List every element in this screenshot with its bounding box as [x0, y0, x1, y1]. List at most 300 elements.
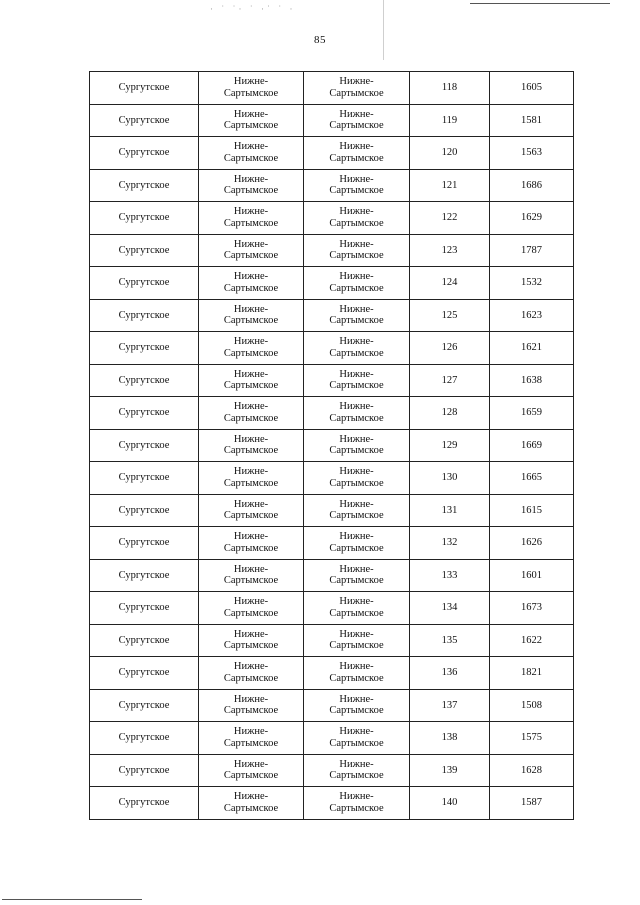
cell-text-site-line2: Сартымское [329, 120, 384, 132]
cell-site [304, 234, 410, 267]
cell-text-area-line1: Нижне- [233, 271, 269, 283]
cell-text-area-line2: Сартымское [223, 770, 279, 782]
cell-text-deposit: Сургутское [118, 114, 170, 126]
cell-text-site-line1: Нижне- [339, 466, 374, 478]
cell-text-site-line2: Сартымское [329, 705, 384, 717]
scan-edge-line-bottom [2, 899, 142, 900]
cell-deposit [90, 624, 199, 657]
cell-deposit [90, 364, 199, 397]
cell-site [304, 169, 410, 202]
cell-text-site-line1: Нижне- [339, 693, 374, 705]
cell-deposit [90, 494, 199, 527]
table-row [90, 364, 574, 397]
cell-text-value: 1659 [521, 407, 542, 418]
cell-text-area-line1: Нижне- [233, 238, 269, 250]
table-row [90, 494, 574, 527]
table-row [90, 202, 574, 235]
cell-number [410, 787, 490, 820]
cell-text-site-line1: Нижне- [339, 303, 374, 315]
cell-text-area-line1: Нижне- [233, 401, 269, 413]
cell-text-area-line1: Нижне- [233, 368, 269, 380]
table-row [90, 234, 574, 267]
cell-value [490, 137, 574, 170]
cell-text-value: 1621 [521, 342, 542, 353]
cell-deposit [90, 689, 199, 722]
cell-area [199, 722, 304, 755]
cell-number [410, 169, 490, 202]
cell-deposit [90, 462, 199, 495]
cell-text-site-line2: Сартымское [329, 185, 384, 197]
cell-text-site-line2: Сартымское [329, 445, 384, 457]
cell-text-no: 129 [441, 439, 458, 451]
cell-area [199, 72, 304, 105]
cell-value [490, 624, 574, 657]
table-row [90, 689, 574, 722]
table-row [90, 754, 574, 787]
table-row [90, 559, 574, 592]
cell-text-value: 1601 [521, 569, 542, 581]
cell-value [490, 754, 574, 787]
cell-area [199, 787, 304, 820]
cell-text-site-line2: Сартымское [329, 152, 384, 164]
cell-text-no: 128 [441, 407, 458, 418]
cell-text-no: 121 [441, 179, 458, 191]
cell-text-value: 1615 [521, 504, 542, 516]
cell-text-no: 118 [441, 82, 458, 93]
cell-deposit [90, 527, 199, 560]
cell-text-site-line1: Нижне- [339, 758, 374, 770]
cell-text-site-line1: Нижне- [339, 238, 374, 250]
cell-text-site-line2: Сартымское [329, 510, 384, 522]
cell-text-site-line2: Сартымское [329, 607, 384, 619]
cell-value [490, 72, 574, 105]
cell-text-site-line1: Нижне- [339, 596, 374, 608]
cell-number [410, 397, 490, 430]
cell-number [410, 657, 490, 690]
cell-area [199, 624, 304, 657]
cell-text-deposit: Сургутское [118, 602, 170, 613]
cell-value [490, 494, 574, 527]
cell-text-site-line1: Нижне- [339, 173, 374, 185]
cell-text-area-line2: Сартымское [223, 607, 279, 619]
cell-text-area-line1: Нижне- [233, 758, 269, 770]
cell-site [304, 72, 410, 105]
cell-text-no: 124 [441, 277, 458, 288]
cell-site [304, 202, 410, 235]
cell-text-area-line2: Сартымское [223, 737, 279, 749]
cell-text-area-line2: Сартымское [223, 217, 279, 229]
data-table [89, 71, 574, 820]
cell-text-no: 139 [441, 764, 458, 776]
cell-area [199, 429, 304, 462]
cell-number [410, 754, 490, 787]
cell-text-area-line2: Сартымское [223, 250, 279, 262]
cell-text-deposit: Сургутское [118, 309, 170, 321]
cell-text-no: 120 [441, 147, 458, 158]
cell-text-site-line2: Сартымское [329, 640, 384, 652]
cell-text-area-line1: Нижне- [233, 563, 269, 575]
cell-text-deposit: Сургутское [118, 504, 170, 516]
cell-text-deposit: Сургутское [118, 569, 170, 581]
cell-text-site-line1: Нижне- [339, 628, 374, 640]
cell-text-site-line2: Сартымское [329, 217, 384, 229]
cell-area [199, 527, 304, 560]
cell-text-area-line2: Сартымское [223, 575, 279, 587]
cell-text-site-line1: Нижне- [339, 336, 374, 348]
cell-text-area-line1: Нижне- [233, 693, 269, 705]
cell-deposit [90, 104, 199, 137]
cell-text-area-line1: Нижне- [233, 498, 269, 510]
cell-value [490, 592, 574, 625]
cell-text-value: 1508 [521, 699, 542, 711]
cell-area [199, 592, 304, 625]
cell-text-area-line2: Сартымское [223, 640, 279, 652]
cell-number [410, 722, 490, 755]
cell-text-no: 135 [441, 634, 458, 646]
cell-deposit [90, 137, 199, 170]
cell-number [410, 527, 490, 560]
cell-number [410, 592, 490, 625]
cell-text-value: 1665 [521, 472, 542, 483]
cell-deposit [90, 657, 199, 690]
table-row [90, 104, 574, 137]
cell-text-site-line2: Сартымское [329, 315, 384, 327]
cell-text-deposit: Сургутское [118, 797, 170, 808]
cell-number [410, 267, 490, 300]
cell-value [490, 202, 574, 235]
cell-text-value: 1587 [521, 797, 542, 808]
cell-number [410, 624, 490, 657]
cell-site [304, 657, 410, 690]
cell-text-site-line1: Нижне- [339, 108, 374, 120]
cell-area [199, 137, 304, 170]
cell-text-site-line1: Нижне- [339, 726, 374, 738]
cell-text-area-line1: Нижне- [233, 108, 269, 120]
table-row [90, 592, 574, 625]
cell-text-area-line1: Нижне- [233, 173, 269, 185]
cell-text-no: 122 [441, 212, 458, 223]
cell-text-no: 130 [441, 472, 458, 483]
cell-text-no: 140 [441, 797, 458, 808]
cell-site [304, 689, 410, 722]
cell-number [410, 72, 490, 105]
cell-deposit [90, 754, 199, 787]
cell-text-area-line2: Сартымское [223, 347, 279, 359]
cell-text-value: 1605 [521, 82, 542, 93]
cell-text-deposit: Сургутское [118, 374, 170, 386]
cell-text-area-line1: Нижне- [233, 726, 269, 738]
table-row [90, 787, 574, 820]
cell-text-area-line1: Нижне- [233, 628, 269, 640]
cell-text-no: 136 [441, 667, 458, 678]
cell-area [199, 462, 304, 495]
table-row [90, 267, 574, 300]
cell-value [490, 429, 574, 462]
cell-number [410, 559, 490, 592]
cell-text-site-line2: Сартымское [329, 770, 384, 782]
cell-text-value: 1787 [521, 244, 542, 256]
cell-value [490, 722, 574, 755]
cell-area [199, 494, 304, 527]
cell-deposit [90, 202, 199, 235]
cell-text-site-line1: Нижне- [339, 141, 374, 153]
cell-area [199, 267, 304, 300]
cell-number [410, 364, 490, 397]
cell-site [304, 722, 410, 755]
cell-value [490, 267, 574, 300]
page-number: 85 [314, 34, 326, 46]
cell-text-site-line2: Сартымское [329, 87, 384, 99]
cell-deposit [90, 332, 199, 365]
table-row [90, 137, 574, 170]
cell-text-area-line1: Нижне- [233, 661, 269, 673]
cell-deposit [90, 722, 199, 755]
cell-deposit [90, 299, 199, 332]
cell-area [199, 169, 304, 202]
cell-site [304, 267, 410, 300]
cell-text-site-line2: Сартымское [329, 575, 384, 587]
table-row [90, 624, 574, 657]
cell-text-deposit: Сургутское [118, 147, 170, 158]
cell-text-area-line1: Нижне- [233, 336, 269, 348]
cell-site [304, 104, 410, 137]
cell-text-site-line2: Сартымское [329, 250, 384, 262]
cell-area [199, 689, 304, 722]
cell-text-deposit: Сургутское [118, 472, 170, 483]
cell-text-value: 1622 [521, 634, 542, 646]
cell-site [304, 429, 410, 462]
table-row [90, 657, 574, 690]
cell-text-value: 1628 [521, 764, 542, 776]
cell-text-value: 1686 [521, 179, 542, 191]
cell-text-value: 1673 [521, 602, 542, 613]
cell-text-deposit: Сургутское [118, 82, 170, 93]
cell-text-no: 125 [441, 309, 458, 321]
cell-text-site-line1: Нижне- [339, 498, 374, 510]
cell-area [199, 364, 304, 397]
cell-area [199, 299, 304, 332]
cell-value [490, 234, 574, 267]
cell-value [490, 169, 574, 202]
cell-area [199, 657, 304, 690]
cell-text-deposit: Сургутское [118, 537, 170, 548]
cell-number [410, 202, 490, 235]
cell-text-site-line1: Нижне- [339, 531, 374, 543]
cell-deposit [90, 559, 199, 592]
cell-text-area-line2: Сартымское [223, 705, 279, 717]
cell-text-deposit: Сургутское [118, 179, 170, 191]
cell-site [304, 494, 410, 527]
cell-site [304, 397, 410, 430]
cell-text-area-line2: Сартымское [223, 185, 279, 197]
cell-text-area-line1: Нижне- [233, 206, 269, 218]
scan-fold-line [383, 0, 384, 60]
cell-deposit [90, 429, 199, 462]
cell-site [304, 527, 410, 560]
cell-text-deposit: Сургутское [118, 244, 170, 256]
cell-text-value: 1638 [521, 374, 542, 386]
cell-text-deposit: Сургутское [118, 634, 170, 646]
cell-number [410, 332, 490, 365]
cell-text-area-line2: Сартымское [223, 87, 279, 99]
cell-text-area-line2: Сартымское [223, 510, 279, 522]
cell-text-area-line2: Сартымское [223, 282, 279, 294]
cell-number [410, 299, 490, 332]
cell-area [199, 559, 304, 592]
cell-site [304, 299, 410, 332]
cell-deposit [90, 169, 199, 202]
cell-text-area-line1: Нижне- [233, 531, 269, 543]
scan-edge-line-top [470, 3, 610, 4]
cell-value [490, 397, 574, 430]
cell-site [304, 364, 410, 397]
cell-text-area-line2: Сартымское [223, 542, 279, 554]
cell-text-no: 132 [441, 537, 458, 548]
cell-text-site-line1: Нижне- [339, 76, 374, 88]
cell-text-site-line2: Сартымское [329, 412, 384, 424]
cell-number [410, 494, 490, 527]
cell-text-deposit: Сургутское [118, 732, 170, 743]
cell-area [199, 754, 304, 787]
cell-text-site-line1: Нижне- [339, 401, 374, 413]
cell-text-deposit: Сургутское [118, 667, 170, 678]
cell-text-deposit: Сургутское [118, 407, 170, 418]
scan-noise: · ˙ ˙· ˙ ·˙ ˙ · [210, 4, 296, 14]
cell-text-site-line2: Сартымское [329, 672, 384, 684]
cell-number [410, 104, 490, 137]
cell-area [199, 332, 304, 365]
cell-value [490, 559, 574, 592]
cell-text-area-line2: Сартымское [223, 477, 279, 489]
table-row [90, 169, 574, 202]
table-row [90, 722, 574, 755]
cell-text-value: 1575 [521, 732, 542, 743]
cell-deposit [90, 72, 199, 105]
cell-text-deposit: Сургутское [118, 439, 170, 451]
cell-area [199, 104, 304, 137]
cell-text-deposit: Сургутское [118, 699, 170, 711]
cell-text-deposit: Сургутское [118, 277, 170, 288]
cell-text-site-line1: Нижне- [339, 368, 374, 380]
table-body [90, 72, 574, 820]
cell-text-site-line1: Нижне- [339, 661, 374, 673]
cell-value [490, 104, 574, 137]
cell-area [199, 397, 304, 430]
cell-deposit [90, 234, 199, 267]
cell-text-no: 123 [441, 244, 458, 256]
cell-text-site-line2: Сартымское [329, 542, 384, 554]
cell-text-area-line2: Сартымское [223, 120, 279, 132]
cell-value [490, 527, 574, 560]
cell-text-area-line1: Нижне- [233, 791, 269, 803]
cell-site [304, 754, 410, 787]
cell-text-area-line1: Нижне- [233, 596, 269, 608]
cell-text-area-line2: Сартымское [223, 152, 279, 164]
cell-text-area-line2: Сартымское [223, 315, 279, 327]
cell-value [490, 364, 574, 397]
cell-text-value: 1581 [521, 114, 542, 126]
cell-text-no: 131 [441, 504, 458, 516]
cell-text-value: 1821 [521, 667, 542, 678]
cell-text-area-line1: Нижне- [233, 76, 269, 88]
cell-number [410, 689, 490, 722]
cell-text-deposit: Сургутское [118, 212, 170, 223]
cell-number [410, 429, 490, 462]
cell-text-deposit: Сургутское [118, 342, 170, 353]
cell-text-no: 137 [441, 699, 458, 711]
cell-text-site-line2: Сартымское [329, 477, 384, 489]
cell-text-no: 134 [441, 602, 458, 613]
cell-text-area-line1: Нижне- [233, 433, 269, 445]
cell-text-site-line2: Сартымское [329, 737, 384, 749]
cell-site [304, 137, 410, 170]
cell-text-area-line1: Нижне- [233, 303, 269, 315]
cell-text-value: 1629 [521, 212, 542, 223]
cell-deposit [90, 592, 199, 625]
cell-text-value: 1623 [521, 309, 542, 321]
cell-text-site-line1: Нижне- [339, 563, 374, 575]
cell-text-area-line2: Сартымское [223, 802, 279, 814]
cell-site [304, 592, 410, 625]
cell-text-site-line2: Сартымское [329, 380, 384, 392]
cell-number [410, 137, 490, 170]
cell-site [304, 462, 410, 495]
cell-text-site-line1: Нижне- [339, 433, 374, 445]
cell-site [304, 559, 410, 592]
cell-text-site-line1: Нижне- [339, 271, 374, 283]
table-row [90, 462, 574, 495]
cell-value [490, 332, 574, 365]
cell-deposit [90, 397, 199, 430]
cell-text-value: 1669 [521, 439, 542, 451]
table-row [90, 397, 574, 430]
cell-text-value: 1626 [521, 537, 542, 548]
table-row [90, 332, 574, 365]
cell-value [490, 787, 574, 820]
cell-text-value: 1532 [521, 277, 542, 288]
cell-text-no: 127 [441, 374, 458, 386]
cell-text-value: 1563 [521, 147, 542, 158]
cell-text-site-line2: Сартымское [329, 347, 384, 359]
cell-site [304, 624, 410, 657]
cell-text-no: 138 [441, 732, 458, 743]
cell-text-area-line2: Сартымское [223, 380, 279, 392]
cell-text-site-line2: Сартымское [329, 282, 384, 294]
table-row [90, 299, 574, 332]
cell-deposit [90, 267, 199, 300]
cell-text-site-line1: Нижне- [339, 791, 374, 803]
table-row [90, 72, 574, 105]
cell-value [490, 689, 574, 722]
cell-text-site-line1: Нижне- [339, 206, 374, 218]
table-row [90, 527, 574, 560]
cell-text-area-line2: Сартымское [223, 445, 279, 457]
cell-text-area-line1: Нижне- [233, 141, 269, 153]
cell-text-area-line1: Нижне- [233, 466, 269, 478]
cell-value [490, 462, 574, 495]
table-row [90, 429, 574, 462]
cell-text-area-line2: Сартымское [223, 412, 279, 424]
cell-text-area-line2: Сартымское [223, 672, 279, 684]
cell-number [410, 234, 490, 267]
cell-text-deposit: Сургутское [118, 764, 170, 776]
cell-value [490, 299, 574, 332]
cell-deposit [90, 787, 199, 820]
cell-area [199, 234, 304, 267]
cell-value [490, 657, 574, 690]
cell-text-no: 133 [441, 569, 458, 581]
cell-site [304, 332, 410, 365]
